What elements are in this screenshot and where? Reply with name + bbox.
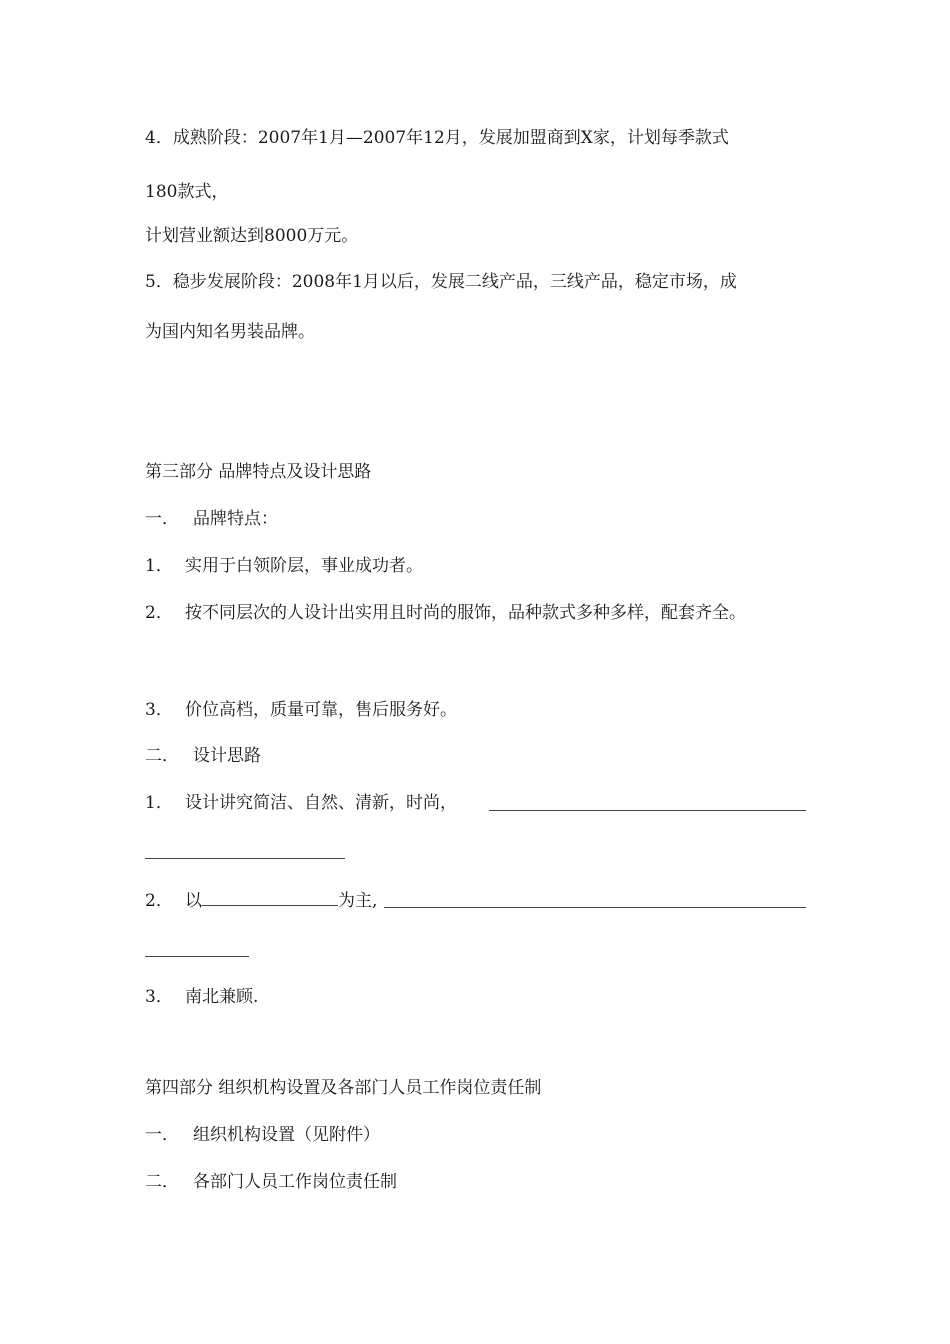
part4-item-2 [145,1171,397,1193]
item-number: 1． [145,556,173,576]
item-text: 组织机构设置（见附件） [193,1125,380,1145]
item-number: 3． [145,700,173,720]
stage5-line1: 5．稳步发展阶段：2008年1月以后，发展二线产品，三线产品，稳定市场，成 [145,272,737,292]
feature-item-3 [145,699,457,721]
part3-section1-heading [145,508,278,530]
stage5-line2: 为国内知名男装品牌。 [145,322,315,342]
section-title: 品牌特点： [193,509,278,529]
item-number: 2． [145,603,173,623]
item-number: 2． [145,891,173,911]
fill-blank [202,889,338,906]
item-text: 南北兼顾. [185,987,259,1007]
stage4-line3: 计划营业额达到8000万元。 [145,226,359,246]
item-text: 按不同层次的人设计出实用且时尚的服饰，品种款式多种多样，配套齐全。 [185,603,746,623]
item-text: 各部门人员工作岗位责任制 [193,1172,397,1192]
item-number: 二． [145,1172,179,1192]
section-title: 设计思路 [193,746,261,766]
item-number: 3． [145,987,173,1007]
item-text: 设计讲究简洁、自然、清新，时尚， [185,793,457,813]
fill-blank-line [489,810,806,811]
item-text: 价位高档，质量可靠，售后服务好。 [185,700,457,720]
fill-blank-line [384,907,806,908]
item-number: 1． [145,793,173,813]
part4-item-1 [145,1124,380,1146]
idea-item-3 [145,986,258,1008]
item-text: 实用于白领阶层，事业成功者。 [185,556,423,576]
feature-item-1 [145,555,423,577]
fill-blank-line [145,956,249,957]
section-number: 一． [145,509,179,529]
item-number: 一． [145,1125,179,1145]
part3-section2-heading [145,745,261,767]
fill-blank-line [145,858,345,859]
idea-item-1 [145,792,457,814]
idea-item-2 [145,889,377,912]
item-text-suffix: 为主, [338,891,378,911]
section-number: 二． [145,746,179,766]
feature-item-2 [145,602,746,624]
part4-title: 第四部分 组织机构设置及各部门人员工作岗位责任制 [145,1078,542,1098]
stage4-line1: 4．成熟阶段：2007年1月—2007年12月，发展加盟商到X家，计划每季款式 [145,128,729,148]
part3-title: 第三部分 品牌特点及设计思路 [145,462,372,482]
item-text-prefix: 以 [185,891,202,911]
stage4-line2: 180款式， [145,182,229,202]
